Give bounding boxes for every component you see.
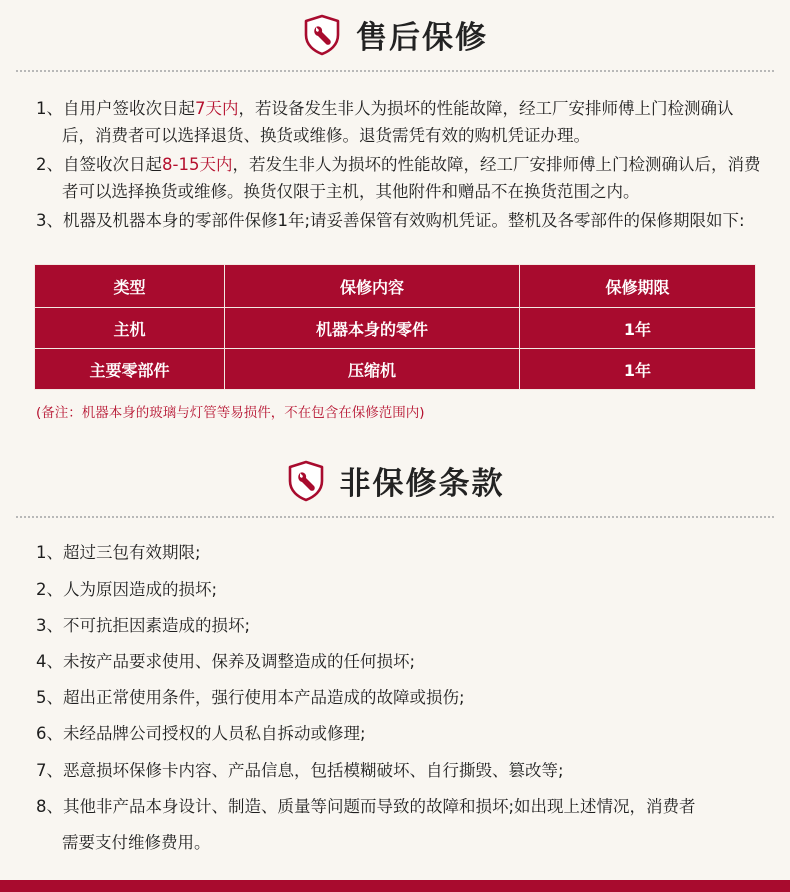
divider xyxy=(16,70,774,72)
table-cell: 主机 xyxy=(35,308,225,349)
list-item: 1、超过三包有效期限; xyxy=(36,543,201,562)
divider xyxy=(16,516,774,518)
list-item: 6、未经品牌公司授权的人员私自拆动或修理; xyxy=(36,724,366,743)
table-cell: 压缩机 xyxy=(225,349,520,390)
table-cell: 主要零部件 xyxy=(35,349,225,390)
list-item: 5、超出正常使用条件，强行使用本产品造成的故障或损伤; xyxy=(36,688,465,707)
list-item: 3、不可抗拒因素造成的损坏; xyxy=(36,616,251,635)
table-header-cell: 保修期限 xyxy=(520,265,756,308)
warranty-table xyxy=(34,264,756,390)
non-warranty-title: 非保修条款 xyxy=(339,466,505,502)
table-header-cell: 保修内容 xyxy=(225,265,520,308)
table-cell: 1年 xyxy=(520,349,756,390)
wrench-shield-icon xyxy=(302,14,342,56)
table-header-cell: 类型 xyxy=(35,265,225,308)
list-item: 4、未按产品要求使用、保养及调整造成的任何损坏; xyxy=(36,652,416,671)
table-note: (备注：机器本身的玻璃与灯管等易损件，不在包含在保修范围内) xyxy=(36,405,425,421)
list-item: 2、人为原因造成的损坏; xyxy=(36,580,218,599)
list-item: 8、其他非产品本身设计、制造、质量等问题而导致的故障和损坏;如出现上述情况，消费者 xyxy=(36,797,696,816)
list-item: 需要支付维修费用。 xyxy=(62,833,211,852)
after-sales-item-2: 2、自签收次日起8-15天内，若发生非人为损坏的性能故障，经工厂安排师傅上门检测确认后，消费者可以选择换货或维修。换货仅限于主机，其他附件和赠品不在换货范围之内。 xyxy=(36,155,761,201)
table-cell: 机器本身的零件 xyxy=(225,308,520,349)
list-item: 7、恶意损坏保修卡内容、产品信息，包括模糊破坏、自行撕毁、篡改等; xyxy=(36,761,564,780)
table-row xyxy=(35,308,756,349)
after-sales-item-1: 1、自用户签收次日起7天内，若设备发生非人为损坏的性能故障，经工厂安排师傅上门检测确认后，消费者可以选择退货、换货或维修。退货需凭有效的购机凭证办理。 xyxy=(36,99,734,145)
after-sales-header xyxy=(0,12,790,57)
bottom-bar xyxy=(0,880,790,892)
wrench-shield-icon xyxy=(286,460,326,502)
after-sales-item-3: 3、机器及机器本身的零部件保修1年;请妥善保管有效购机凭证。整机及各零部件的保修期限如下: xyxy=(36,211,745,230)
non-warranty-header xyxy=(0,458,790,503)
table-row xyxy=(35,349,756,390)
table-cell: 1年 xyxy=(520,308,756,349)
after-sales-title: 售后保修 xyxy=(356,20,488,56)
table-header-row xyxy=(35,265,756,308)
